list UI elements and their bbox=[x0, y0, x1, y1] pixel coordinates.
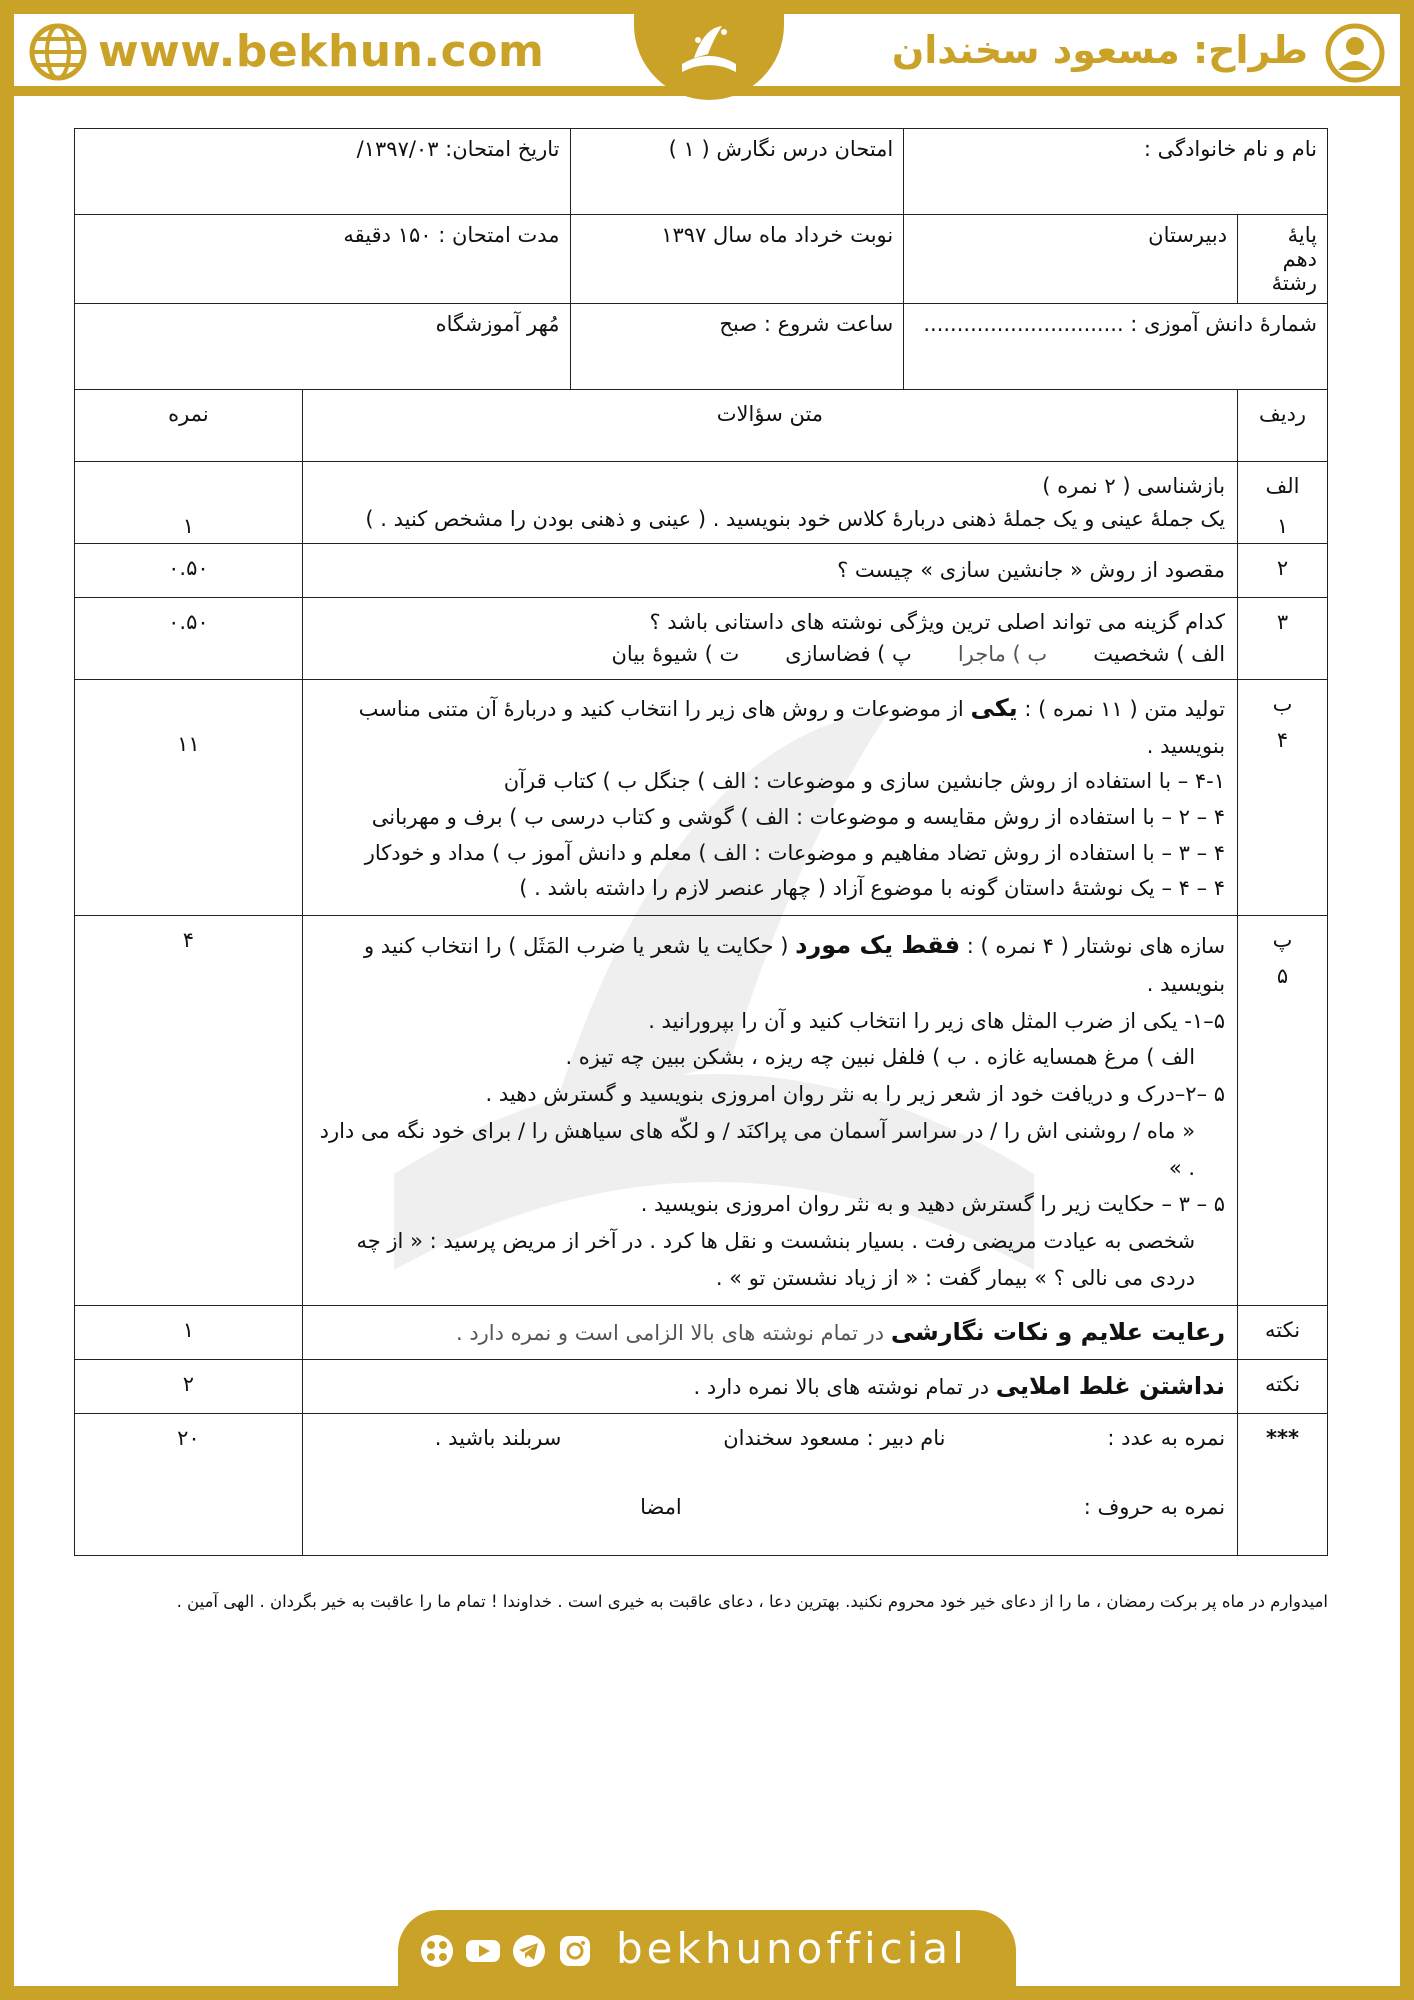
option-item: ۵ – ۳ – حکایت زیر را گسترش دهید و به نثر روان امروزی بنویسید . bbox=[640, 1192, 1226, 1217]
question-intro bbox=[315, 924, 1225, 1003]
col-row-header: ردیف bbox=[1238, 390, 1328, 462]
question-row bbox=[75, 915, 1328, 1305]
student-number-field: شمارهٔ دانش آموزی : .............................. bbox=[904, 304, 1328, 390]
final-label: *** bbox=[1238, 1414, 1328, 1556]
question-number bbox=[1238, 915, 1328, 1305]
option-item: ۴ – ۴ – یک نوشتهٔ داستان گونه با موضوع آزاد ( چهار عنصر لازم را داشته باشد . ) bbox=[519, 876, 1226, 901]
option-a: الف ) شخصیت bbox=[1093, 642, 1226, 667]
note-rest: در تمام نوشته های بالا نمره دارد . bbox=[693, 1374, 996, 1399]
note-text bbox=[302, 1305, 1237, 1359]
social-icons bbox=[418, 1932, 594, 1970]
school-seal: مُهر آموزشگاه bbox=[75, 304, 571, 390]
website-link[interactable]: www.bekhun.com bbox=[98, 26, 545, 77]
question-num: ۵ bbox=[1276, 963, 1289, 988]
story-text: شخصی به عیادت مریضی رفت . بسیار بنشست و نقل ها کرد . در آخر از مریض پرسید : « از چه دردی می نالی ؟ » بیمار گفت : « از زیاد نشستن تو » . bbox=[356, 1229, 1196, 1290]
option-c: پ ) فضاسازی bbox=[785, 642, 912, 667]
globe-icon bbox=[28, 22, 88, 82]
column-header-row bbox=[75, 390, 1328, 462]
designer-credit: طراح: مسعود سخندان bbox=[891, 28, 1308, 72]
info-row-2 bbox=[75, 215, 1328, 304]
option-item: ۵ –۲–درک و دریافت خود از شعر زیر را به نثر روان امروزی بنویسید و گسترش دهید . bbox=[485, 1082, 1226, 1107]
start-time: ساعت شروع : صبح bbox=[570, 304, 904, 390]
note-label: نکته bbox=[1238, 1359, 1328, 1413]
instagram-icon[interactable] bbox=[556, 1932, 594, 1970]
question-text bbox=[302, 597, 1237, 679]
footer-prayer-note: امیدوارم در ماه پر برکت رمضان ، ما را از دعای خیر خود محروم نکنید. بهترین دعا ، دعای عاقبت به خیری است . خداوندا ! تمام ما را عاقبت به خیر بگردان . الهی آمین . bbox=[176, 1592, 1328, 1611]
question-text bbox=[302, 679, 1237, 915]
exam-table bbox=[74, 128, 1328, 1556]
exam-date: تاریخ امتحان: ۱۳۹۷/۰۳/ bbox=[75, 129, 571, 215]
social-bar bbox=[398, 1910, 1016, 1986]
note-text bbox=[302, 1359, 1237, 1413]
intro-end: ( حکایت یا شعر یا ضرب المَثَل ) را انتخاب کنید و بنویسید . bbox=[363, 933, 1226, 996]
option-item: ۴ – ۲ – با استفاده از روش مقایسه و موضوعات : الف ) گوشی و کتاب درسی ب ) برف و مهربانی bbox=[371, 804, 1226, 829]
option-item: ۴ – ۳ – با استفاده از روش تضاد مفاهیم و موضوعات : الف ) معلم و دانش آموز ب ) مداد و خودکار bbox=[364, 840, 1226, 865]
col-text-header: متن سؤالات bbox=[302, 390, 1237, 462]
question-score: ۱ bbox=[75, 462, 303, 544]
poem-text: « ماه / روشنی اش را / در سراسر آسمان می پراکنَد / و لکّه های سیاهش را / برای خود نگه می دارد . » bbox=[319, 1118, 1196, 1180]
info-row-1 bbox=[75, 129, 1328, 215]
score-number-label: نمره به عدد : bbox=[1107, 1426, 1226, 1451]
intro-emphasis: فقط یک مورد bbox=[795, 930, 961, 959]
question-score: ۱۱ bbox=[75, 679, 303, 915]
note-emphasis: رعایت علایم و نکات نگارشی bbox=[890, 1317, 1226, 1346]
col-score-header: نمره bbox=[75, 390, 303, 462]
intro-start: تولید متن ( ۱۱ نمره ) : bbox=[1017, 696, 1226, 721]
question-num: ۴ bbox=[1276, 727, 1289, 752]
section-title: بازشناسی ( ۲ نمره ) bbox=[1042, 474, 1226, 498]
option-item: ۴-۱ – با استفاده از روش جانشین سازی و موضوعات : الف ) جنگل ب ) کتاب قرآن bbox=[503, 769, 1226, 794]
wish-text: سربلند باشید . bbox=[434, 1426, 562, 1451]
section-label: پ bbox=[1272, 927, 1293, 952]
brand-logo bbox=[634, 14, 784, 100]
question-number bbox=[1238, 679, 1328, 915]
note-row bbox=[75, 1305, 1328, 1359]
book-logo-icon bbox=[674, 18, 744, 82]
intro-emphasis: یکی bbox=[970, 693, 1018, 722]
proverb-options: الف ) مرغ همسایه غازه . ب ) فلفل نبین چه ریزه ، بشکن ببین چه تیزه . bbox=[565, 1045, 1196, 1070]
section-label: ب bbox=[1272, 691, 1293, 716]
intro-start: سازه های نوشتار ( ۴ نمره ) : bbox=[960, 933, 1226, 958]
grade-field: پایهٔ دهم رشتهٔ bbox=[1238, 215, 1328, 304]
question-row bbox=[75, 544, 1328, 598]
note-score: ۱ bbox=[75, 1305, 303, 1359]
question-text bbox=[302, 915, 1237, 1305]
note-emphasis: نداشتن غلط املایی bbox=[995, 1371, 1226, 1400]
school-field: دبیرستان bbox=[904, 215, 1238, 304]
option-item: ۵–۱- یکی از ضرب المثل های زیر را انتخاب کنید و آن را بپرورانید . bbox=[648, 1008, 1226, 1033]
score-words-label: نمره به حروف : bbox=[1083, 1494, 1226, 1519]
section-label: الف bbox=[1265, 474, 1300, 498]
youtube-icon[interactable] bbox=[464, 1932, 502, 1970]
question-num: ۱ bbox=[1276, 514, 1289, 538]
question-num: ۳ bbox=[1238, 597, 1328, 679]
exam-page bbox=[14, 14, 1400, 1986]
question-row bbox=[75, 597, 1328, 679]
question-body: مقصود از روش « جانشین سازی » چیست ؟ bbox=[302, 544, 1237, 598]
note-rest: در تمام نوشته های بالا الزامی است و نمره دارد . bbox=[455, 1320, 891, 1345]
teacher-name: نام دبیر : مسعود سخندان bbox=[723, 1426, 946, 1451]
note-score: ۲ bbox=[75, 1359, 303, 1413]
question-body: یک جملهٔ عینی و یک جملهٔ ذهنی دربارهٔ کلاس خود بنویسید . ( عینی و ذهنی بودن را مشخص کنید . ) bbox=[365, 506, 1226, 531]
question-score: ۰.۵۰ bbox=[75, 597, 303, 679]
question-score: ۰.۵۰ bbox=[75, 544, 303, 598]
student-name-field: نام و نام خانوادگی : bbox=[904, 129, 1328, 215]
exam-duration: مدت امتحان : ۱۵۰ دقیقه bbox=[75, 215, 571, 304]
exam-title: امتحان درس نگارش ( ۱ ) bbox=[570, 129, 904, 215]
site-header bbox=[14, 14, 1400, 96]
social-handle[interactable]: bekhunofficial bbox=[616, 1924, 968, 1973]
score-details bbox=[302, 1414, 1237, 1556]
answer-options bbox=[315, 638, 1225, 671]
question-intro bbox=[315, 688, 1225, 764]
score-row bbox=[75, 1414, 1328, 1556]
user-icon bbox=[1324, 22, 1386, 84]
total-score: ۲۰ bbox=[75, 1414, 303, 1556]
question-row bbox=[75, 679, 1328, 915]
question-num: ۲ bbox=[1238, 544, 1328, 598]
question-score: ۴ bbox=[75, 915, 303, 1305]
note-label: نکته bbox=[1238, 1305, 1328, 1359]
question-text bbox=[302, 462, 1237, 544]
info-row-3 bbox=[75, 304, 1328, 390]
question-number bbox=[1238, 462, 1328, 544]
option-b: ب ) ماجرا bbox=[957, 642, 1048, 667]
telegram-icon[interactable] bbox=[510, 1932, 548, 1970]
exam-session: نوبت خرداد ماه سال ۱۳۹۷ bbox=[570, 215, 904, 304]
intro-end: از موضوعات و روش های زیر را انتخاب کنید و دربارهٔ آن متنی مناسب بنویسید . bbox=[358, 696, 1226, 758]
option-d: ت ) شیوهٔ بیان bbox=[611, 642, 740, 667]
question-row bbox=[75, 462, 1328, 544]
question-body: کدام گزینه می تواند اصلی ترین ویژگی نوشته های داستانی باشد ؟ bbox=[649, 609, 1226, 634]
signature-label: امضا bbox=[640, 1494, 682, 1519]
aparat-icon[interactable] bbox=[418, 1932, 456, 1970]
note-row bbox=[75, 1359, 1328, 1413]
